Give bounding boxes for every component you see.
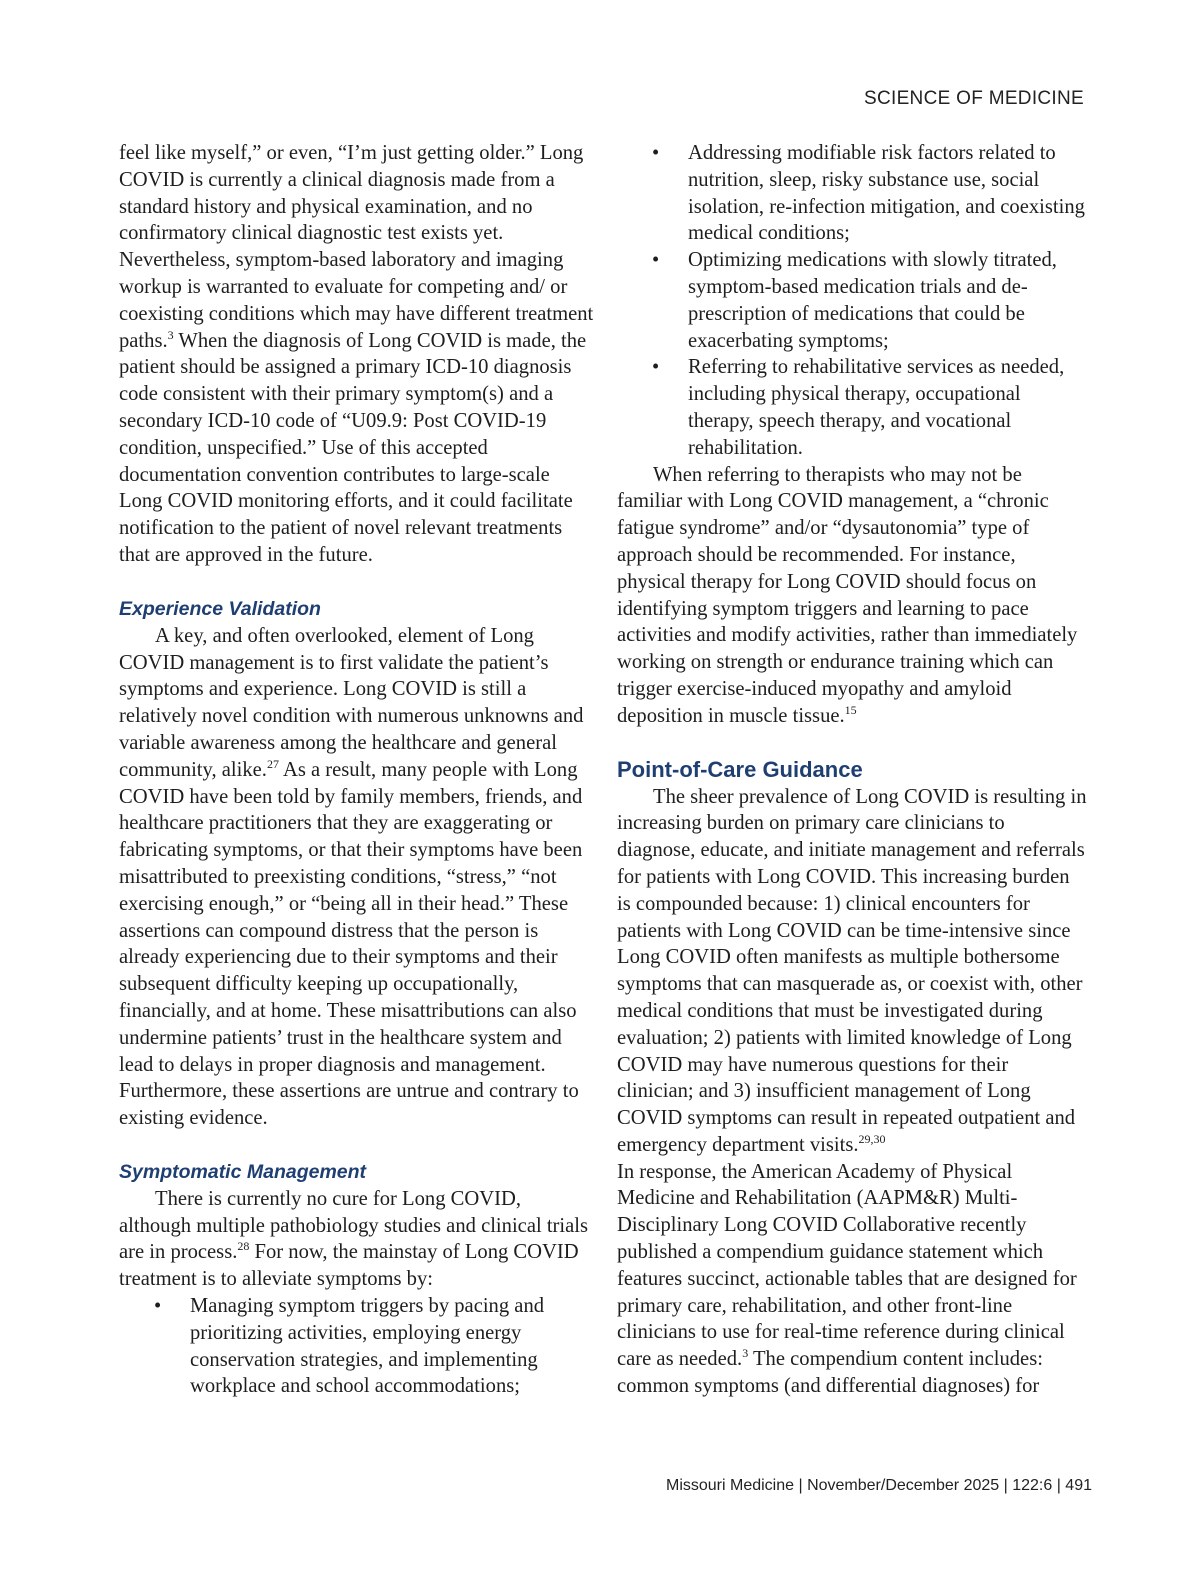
point-of-care-paragraph: The sheer prevalence of Long COVID is resulting in increasing burden on primary care clinicians to diagnose, educate, and initiate management and referrals for patients with Long COVID. This increasing burden is compounded because: 1) clinical encounters for patients with Long COVID can be time-intensive since Long COVID often manifests as multiple bothersome symptoms that can masquerade as, or coexist with, other medical conditions that must be investigated during evaluation; 2) patients with limited knowledge of Long COVID may have numerous questions for their clinician; and 3) insufficient management of Long COVID symptoms can result in repeated outpatient and emergency department visits.$^{29,30}$ xyxy=(617,785,1087,1156)
list-item: • Managing symptom triggers by pacing and prioritizing activities, employing energy conservation strategies, and implementing workplace and school accommodations; xyxy=(154,1295,545,1398)
citation-ref: 28 xyxy=(237,1239,250,1254)
section-header: SCIENCE OF MEDICINE xyxy=(864,88,1084,109)
citation-ref: 3 xyxy=(742,1346,749,1361)
bullet-icon: • xyxy=(652,249,660,272)
symptomatic-management-heading: Symptomatic Management xyxy=(119,1160,367,1183)
citation-ref: 3 xyxy=(167,327,174,342)
bullet-icon: • xyxy=(652,356,660,379)
intro-paragraph: feel like myself,” or even, “I’m just getting older.” Long COVID is currently a clinical diagnosis made from a standard history and physical examination, and no confirmatory clinical diagnostic test exists yet. Nevertheless, symptom-based laboratory and imaging workup is warranted to evaluate for competing and/ or coexisting conditions which may have different treatment paths.$^3$ When the diagnosis of Long COVID is made, the patient should be assigned a primary ICD-10 diagnosis code consistent with their primary symptom(s) and a secondary ICD-10 code of “U09.9: Post COVID-19 condition, unspecified.” Use of this accepted documentation convention contributes to large-scale Long COVID monitoring efforts, and it could facilitate notification to the patient of novel relevant treatments that are approved in the future. xyxy=(119,142,594,566)
list-item: • Referring to rehabilitative services as needed, including physical therapy, occupational therapy, speech therapy, and vocational rehabilitation. xyxy=(652,356,1065,459)
list-item: • Addressing modifiable risk factors related to nutrition, sleep, risky substance use, social isolation, re-infection mitigation, and coexisting medical conditions; xyxy=(652,142,1085,245)
citation-ref: 15 xyxy=(844,702,857,717)
experience-validation-paragraph: A key, and often overlooked, element of Long COVID management is to first validate the patient’s symptoms and experience. Long COVID is still a relatively novel condition with numerous unknowns and variable awareness among the healthcare and general community, alike.$^{27}$ As a result, many people with Long COVID have been told by family members, friends, and healthcare practitioners that they are exaggerating or fabricating symptoms, or that their symptoms have been misattributed to preexisting conditions, “stress,” “not exercising enough,” or “being all in their head.” These assertions can compound distress that the person is already experiencing due to their symptoms and their subsequent difficulty keeping up occupationally, financially, and at home. These misattributions can also undermine patients’ trust in the healthcare system and lead to delays in proper diagnosis and management. Furthermore, these assertions are untrue and contrary to existing evidence. xyxy=(119,624,584,1130)
citation-ref: 27 xyxy=(266,756,279,771)
right-column xyxy=(617,140,1087,1400)
experience-validation-heading: Experience Validation xyxy=(119,597,321,620)
response-paragraph: In response, the American Academy of Physical Medicine and Rehabilitation (AAPM&R) Multi-Disciplinary Long COVID Collaborative recently published a compendium guidance statement which features succinct, actionable tables that are designed for primary care, rehabilitation, and other front-line clinicians to use for real-time reference during clinical care as needed.$^3$ The compendium content includes: common symptoms (and differential diagnoses) for xyxy=(617,1160,1077,1398)
page-footer: Missouri Medicine | November/December 2025 | 122:6 | 491 xyxy=(665,1477,1092,1494)
treatment-list-right xyxy=(617,140,1087,462)
bullet-icon: • xyxy=(652,142,660,164)
left-column xyxy=(119,140,595,1400)
point-of-care-heading: Point-of-Care Guidance xyxy=(617,756,863,782)
list-item: • Optimizing medications with slowly titrated, symptom-based medication trials and de-prescription of medications that could be exacerbating symptoms; xyxy=(652,249,1057,352)
citation-ref: 29,30 xyxy=(858,1131,886,1146)
symptomatic-management-paragraph: There is currently no cure for Long COVID, although multiple pathobiology studies and clinical trials are in process.$^{28}$ For now, the mainstay of Long COVID treatment is to alleviate symptoms by: xyxy=(119,1187,589,1291)
bullet-icon: • xyxy=(154,1295,162,1318)
treatment-list-left xyxy=(119,1293,595,1400)
referral-paragraph: When referring to therapists who may not be familiar with Long COVID management, a “chronic fatigue syndrome” and/or “dysautonomia” type of approach should be recommended. For instance, physical therapy for Long COVID should focus on identifying symptom triggers and learning to pace activities and modify activities, rather than immediately working on strength or endurance training which can trigger exercise-induced myopathy and amyloid deposition in muscle tissue.$^{15}$ xyxy=(617,463,1078,727)
